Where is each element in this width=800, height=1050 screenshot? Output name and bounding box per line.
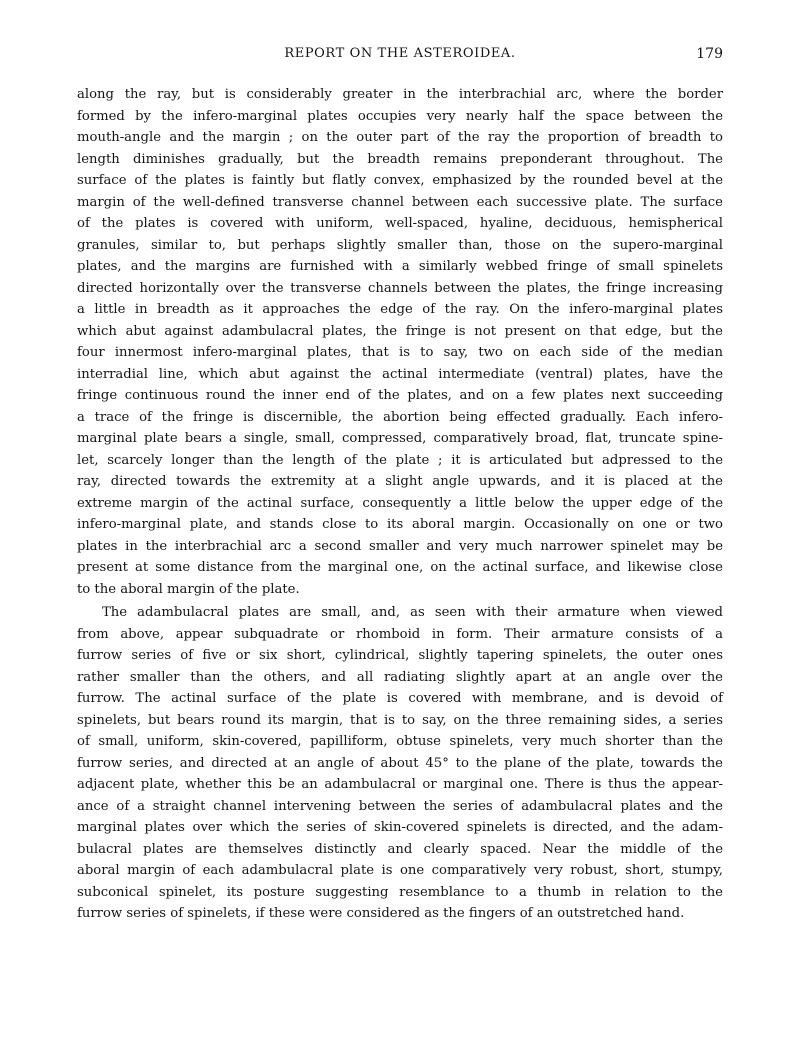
- text-line: of the plates is covered with uniform, well-spaced, hyaline, deciduous, hemispherical: [77, 216, 723, 231]
- paragraph: [77, 602, 723, 925]
- text-line: The adambulacral plates are small, and, as seen with their armature when viewed: [102, 605, 723, 620]
- text-line: along the ray, but is considerably greater in the interbrachial arc, where the border: [77, 87, 723, 102]
- text-line: of small, uniform, skin-covered, papilliform, obtuse spinelets, very much shorter than the: [77, 734, 723, 749]
- text-line: furrow series, and directed at an angle of about 45° to the plane of the plate, towards the: [77, 755, 723, 771]
- text-line: plates in the interbrachial arc a second smaller and very much narrower spinelet may be: [77, 538, 723, 554]
- running-title: REPORT ON THE ASTEROIDEA.: [284, 46, 516, 61]
- running-head: [77, 46, 723, 66]
- text-line: which abut against adambulacral plates, the fringe is not present on that edge, but the: [77, 323, 723, 339]
- text-line: furrow series of spinelets, if these were considered as the fingers of an outstretched hand.: [77, 906, 685, 921]
- text-line: let, scarcely longer than the length of the plate ; it is articulated but adpressed to the: [77, 452, 723, 468]
- text-line: subconical spinelet, its posture suggesting resemblance to a thumb in relation to the: [77, 884, 723, 900]
- body-text: [77, 84, 723, 925]
- text-line: furrow series of five or six short, cylindrical, slightly tapering spinelets, the outer ones: [77, 648, 723, 663]
- text-line: fringe continuous round the inner end of the plates, and on a few plates next succeeding: [77, 388, 723, 403]
- text-line: four innermost infero-marginal plates, that is to say, two on each side of the median: [77, 345, 723, 360]
- text-line: marginal plate bears a single, small, compressed, comparatively broad, flat, truncate spine-: [77, 431, 723, 446]
- text-line: rather smaller than the others, and all radiating slightly apart at an angle over the: [77, 669, 723, 685]
- paragraph: [77, 84, 723, 600]
- text-line: formed by the infero-marginal plates occupies very nearly half the space between the: [77, 108, 723, 124]
- text-line: ance of a straight channel intervening between the series of adambulacral plates and the: [77, 798, 723, 814]
- text-line: marginal plates over which the series of skin-covered spinelets is directed, and the adam-: [77, 820, 723, 835]
- text-line: aboral margin of each adambulacral plate is one comparatively very robust, short, stumpy,: [77, 863, 723, 878]
- text-line: directed horizontally over the transverse channels between the plates, the fringe increasing: [77, 280, 723, 296]
- text-line: from above, appear subquadrate or rhomboid in form. Their armature consists of a: [77, 626, 723, 642]
- text-line: adjacent plate, whether this be an adambulacral or marginal one. There is thus the appear-: [77, 777, 723, 792]
- text-line: spinelets, but bears round its margin, that is to say, on the three remaining sides, a series: [77, 712, 723, 728]
- text-line: length diminishes gradually, but the breadth remains preponderant throughout. The: [77, 151, 723, 167]
- text-line: margin of the well-defined transverse channel between each successive plate. The surface: [77, 194, 723, 210]
- text-line: extreme margin of the actinal surface, consequently a little below the upper edge of the: [77, 495, 723, 511]
- text-line: surface of the plates is faintly but flatly convex, emphasized by the rounded bevel at the: [77, 173, 723, 188]
- text-line: plates, and the margins are furnished with a similarly webbed fringe of small spinelets: [77, 259, 723, 274]
- text-line: a trace of the fringe is discernible, the abortion being effected gradually. Each infero-: [77, 409, 723, 425]
- page-number: 179: [696, 46, 723, 62]
- text-line: a little in breadth as it approaches the edge of the ray. On the infero-marginal plates: [77, 302, 723, 317]
- text-line: furrow. The actinal surface of the plate is covered with membrane, and is devoid of: [77, 691, 723, 706]
- text-line: interradial line, which abut against the actinal intermediate (ventral) plates, have the: [77, 366, 723, 382]
- text-line: granules, similar to, but perhaps slightly smaller than, those on the supero-marginal: [77, 237, 723, 253]
- text-line: bulacral plates are themselves distinctly and clearly spaced. Near the middle of the: [77, 841, 723, 857]
- text-line: present at some distance from the marginal one, on the actinal surface, and likewise close: [77, 560, 723, 575]
- text-line: infero-marginal plate, and stands close to its aboral margin. Occasionally on one or two: [77, 517, 723, 532]
- text-line: mouth-angle and the margin ; on the outer part of the ray the proportion of breadth to: [77, 130, 723, 145]
- text-line: to the aboral margin of the plate.: [77, 581, 300, 597]
- text-line: ray, directed towards the extremity at a slight angle upwards, and it is placed at the: [77, 474, 723, 489]
